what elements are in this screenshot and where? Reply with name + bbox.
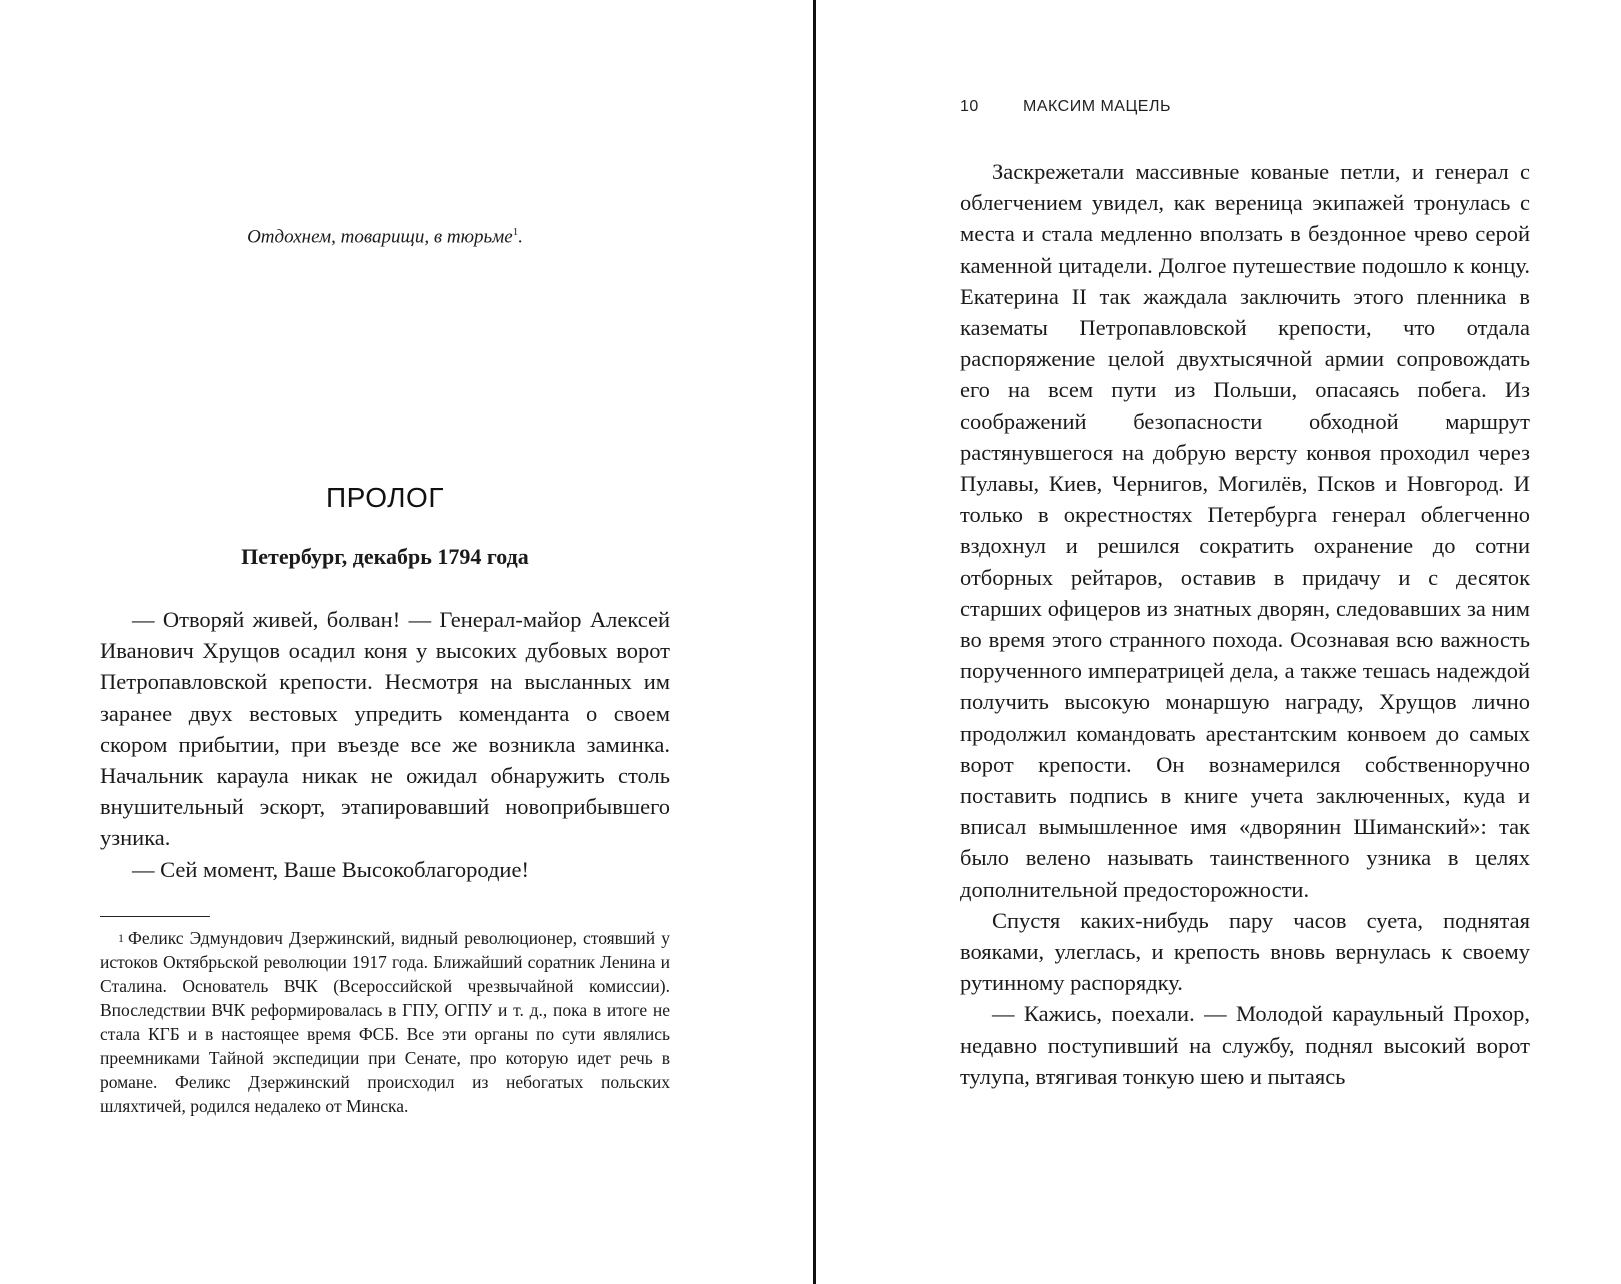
paragraph: Заскрежетали массивные кованые петли, и генерал с облегчением увидел, как вереница экипажей тронулась с места и стала медленно вползать в бездонное чрево серой каменной цитадели. Долгое путешествие подошло к концу. Екатерина II так жаждала заключить этого пленника в казематы Петропавловской крепости, что отдала распоряжение целой двухтысячной армии сопровождать его на всем пути из Польши, опасаясь побега. Из соображений безопасности обходной маршрут растянувшегося на добрую версту конвоя проходил через Пулавы, Киев, Чернигов, Могилёв, Псков и Новгород. И только в окрестностях Петербурга генерал облегченно вздохнул и решился сократить охранение до сотни отборных рейтаров, оставив в придачу и с десяток старших офицеров из знатных дворян, следовавших за ним во время этого странного похода. Осознавая всю важность порученного императрицей дела, а также тешась надеждой получить высокую монаршую награду, Хрущов лично продолжил командовать арестантским конвоем до самых ворот крепости. Он вознамерился собственноручно поставить подпись в книге учета заключенных, куда и вписал вымышленное имя «дворянин Шиманский»: так было велено называть таинственного узника в целях дополнительной предосторожности. (960, 159, 1530, 902)
running-head-author: МАКСИМ МАЦЕЛЬ (1023, 98, 1171, 115)
chapter-subtitle: Петербург, декабрь 1794 года (241, 544, 529, 569)
right-body-text (960, 156, 1530, 1092)
page-number: 10 (960, 98, 979, 115)
footnote-text: Феликс Эдмундович Дзержинский, видный революционер, стоявший у истоков Октябрьской революции 1917 года. Ближайший соратник Ленина и Сталина. Основатель ВЧК (Всероссийской чрезвычайной комиссии). Впоследствии ВЧК реформировалась в ГПУ, ОГПУ и т. д., пока в итоге не стала КГБ и в настоящее время ФСБ. Все эти органы по сути являлись преемниками Тайной экспедиции при Сенате, про которую идет речь в романе. Феликс Дзержинский происходил из небогатых польских шляхтичей, родился недалеко от Минска. (100, 928, 670, 1116)
left-body-text (100, 604, 670, 885)
footnote-number: 1 (118, 931, 124, 945)
paragraph: Спустя каких-нибудь пару часов суета, поднятая вояками, улеглась, и крепость вновь вернулась к своему рутинному распорядку. (960, 907, 1530, 996)
epigraph (100, 226, 670, 248)
paragraph: — Кажись, поехали. — Молодой караульный Прохор, недавно поступивший на службу, поднял высокий ворот тулупа, втягивая тонкую шею и пытаясь (960, 1001, 1530, 1089)
footnote-divider (100, 916, 210, 917)
epigraph-footnote-ref[interactable]: 1 (512, 226, 519, 238)
chapter-title: ПРОЛОГ (326, 482, 444, 513)
right-page (817, 0, 1621, 1284)
footnote (100, 926, 670, 1118)
book-spine-divider (813, 0, 816, 1284)
epigraph-end: . (518, 226, 523, 248)
paragraph: — Отворяй живей, болван! — Генерал-майор Алексей Иванович Хрущов осадил коня у высоких дубовых ворот Петропавловской крепости. Несмотря на высланных им заранее двух вестовых упредить коменданта о своем скором прибытии, при въезде все же возникла заминка. Начальник караула никак не ожидал обнаружить столь внушительный эскорт, этапировавший новоприбывшего узника. (100, 607, 670, 851)
paragraph: — Сей момент, Ваше Высокоблагородие! (132, 856, 529, 882)
epigraph-text: Отдохнем, товарищи, в тюрьме (247, 226, 513, 248)
